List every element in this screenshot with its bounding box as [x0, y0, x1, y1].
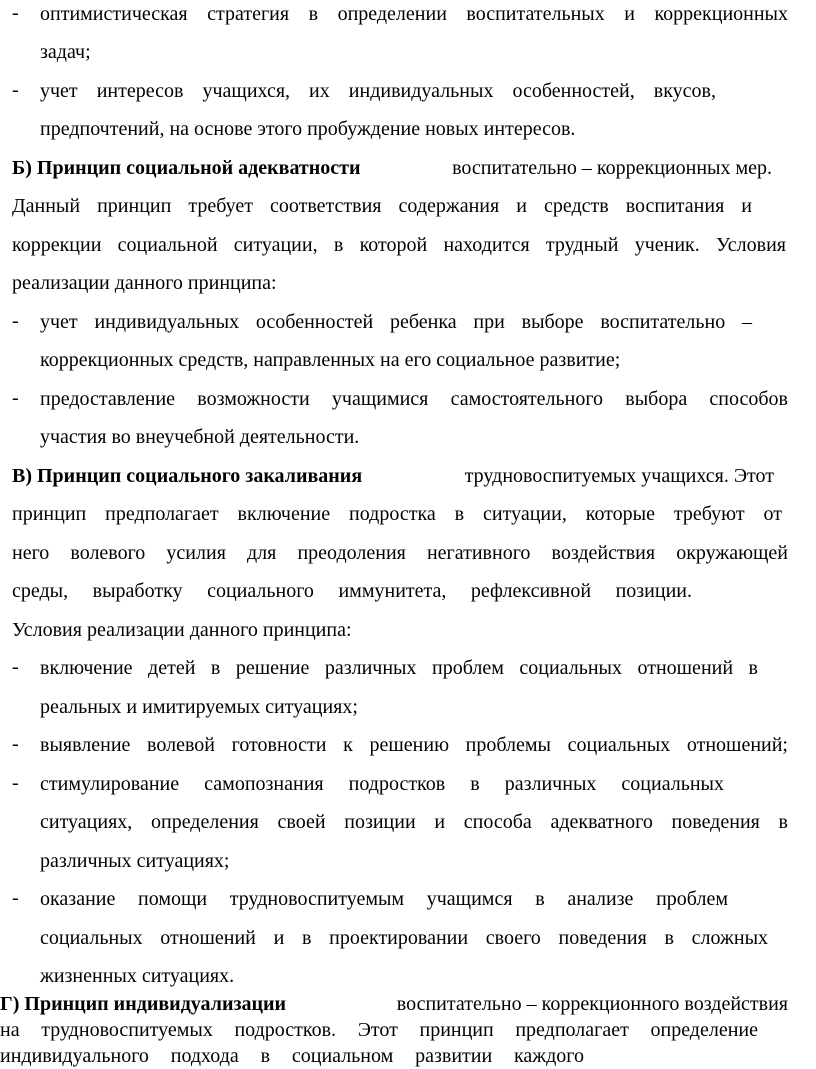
list-item-line: оптимистическая стратегия в определении воспитательных и коррекционных: [40, 3, 788, 25]
list-marker: -: [12, 2, 19, 24]
list-item-line: учет индивидуальных особенностей ребенка при выборе воспитательно –: [40, 311, 752, 333]
list-item-line: реальных и имитируемых ситуациях;: [40, 696, 358, 718]
paragraph-line: Данный принцип требует соответствия содержания и средств воспитания и: [12, 195, 752, 217]
principle-v-title-rest: трудновоспитуемых учащихся. Этот: [464, 465, 774, 487]
list-item-line: жизненных ситуациях.: [40, 965, 235, 987]
list-item-line: участия во внеучебной деятельности.: [40, 426, 360, 448]
paragraph-line: принцип предполагает включение подростка в ситуации, которые требуют от: [12, 503, 782, 525]
list-item-line: задач;: [40, 41, 91, 63]
list-marker: -: [12, 733, 19, 755]
list-marker: -: [12, 887, 19, 909]
list-marker: -: [12, 310, 19, 332]
list-marker: -: [12, 79, 19, 101]
list-item-line: учет интересов учащихся, их индивидуальных особенностей, вкусов,: [40, 80, 716, 102]
list-item-line: оказание помощи трудновоспитуемым учащимся в анализе проблем: [40, 888, 728, 910]
list-item-line: стимулирование самопознания подростков в различных социальных: [40, 773, 724, 795]
list-item-line: ситуациях, определения своей позиции и способа адекватного поведения в: [40, 811, 788, 833]
paragraph-line: среды, выработку социального иммунитета, рефлексивной позиции.: [12, 580, 692, 602]
principle-v-heading: [12, 464, 774, 488]
list-item-line: социальных отношений и в проектировании своего поведения в сложных: [40, 927, 768, 949]
list-item-line: коррекционных средств, направленных на его социальное развитие;: [40, 349, 621, 371]
list-item-line: предоставление возможности учащимися самостоятельного выбора способов: [40, 388, 788, 410]
principle-g-title: Г) Принцип индивидуализации: [0, 993, 287, 1015]
principle-g-title-rest: воспитательно – коррекционного воздействия: [396, 993, 788, 1015]
paragraph-line: реализации данного принципа:: [12, 272, 277, 294]
principle-v-title: В) Принцип социального закаливания: [12, 465, 363, 487]
list-item-line: включение детей в решение различных проблем социальных отношений в: [40, 657, 758, 679]
paragraph-line: коррекции социальной ситуации, в которой находится трудный ученик. Условия: [12, 234, 786, 256]
principle-b-heading: [12, 156, 772, 180]
paragraph-line: индивидуального подхода в социальном развитии каждого: [0, 1045, 584, 1067]
principle-g-heading: [0, 993, 788, 1015]
list-marker: -: [12, 772, 19, 794]
list-item-line: выявление волевой готовности к решению проблемы социальных отношений;: [40, 734, 788, 756]
list-item-line: различных ситуациях;: [40, 850, 230, 872]
list-marker: -: [12, 387, 19, 409]
list-item-line: предпочтений, на основе этого пробуждение новых интересов.: [40, 118, 576, 140]
paragraph-line: Условия реализации данного принципа:: [12, 619, 352, 641]
principle-b-title: Б) Принцип социальной адекватности: [12, 157, 361, 179]
paragraph-line: него волевого усилия для преодоления негативного воздействия окружающей: [12, 542, 788, 564]
paragraph-line: на трудновоспитуемых подростков. Этот принцип предполагает определение: [0, 1019, 758, 1041]
principle-b-title-rest: воспитательно – коррекционных мер.: [452, 157, 772, 179]
list-marker: -: [12, 656, 19, 678]
